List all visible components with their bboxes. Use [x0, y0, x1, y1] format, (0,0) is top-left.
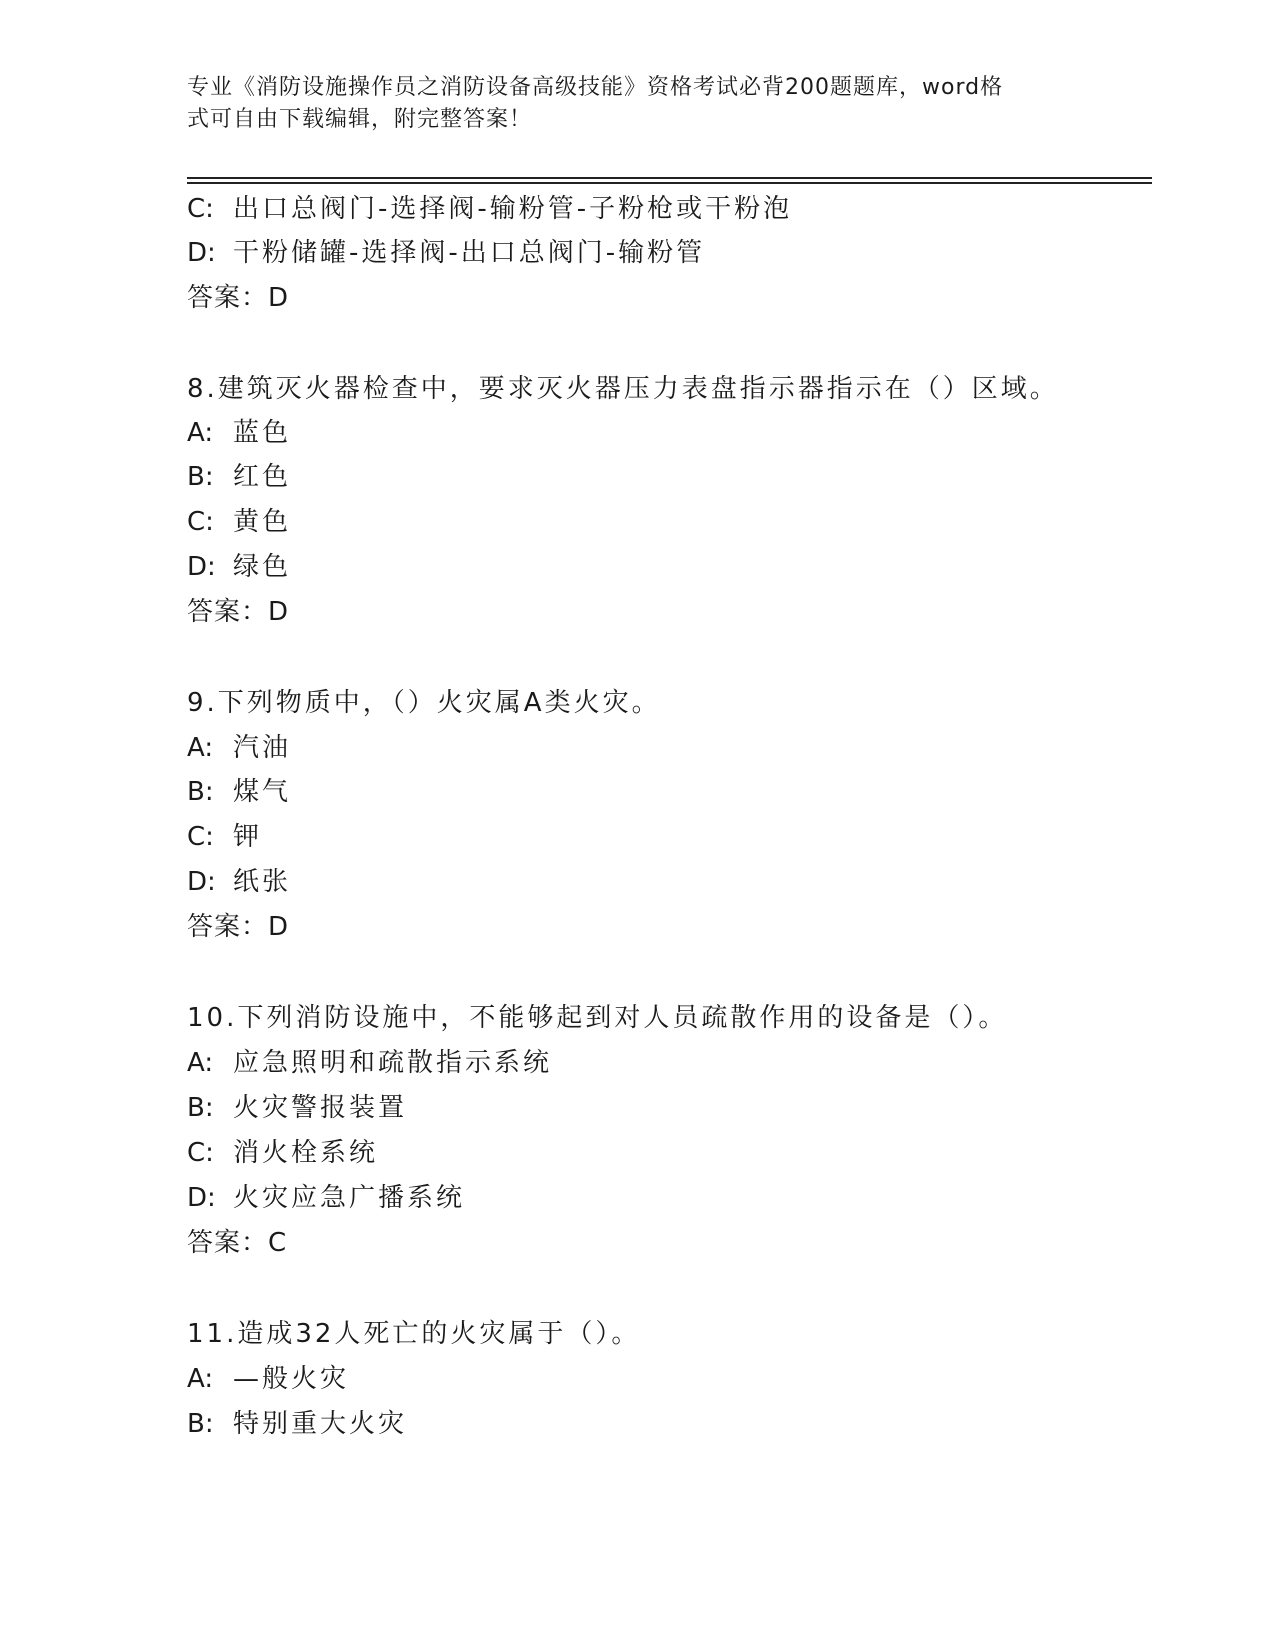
option-letter: C: — [187, 1138, 214, 1168]
question-10-option-d — [187, 1181, 465, 1215]
question-9-option-a — [187, 731, 291, 765]
option-letter: D: — [187, 552, 216, 582]
option-text: 蓝色 — [233, 418, 292, 448]
question-10-option-b — [187, 1091, 407, 1125]
header-line-2: 式可自由下载编辑，附完整答案！ — [187, 107, 533, 132]
option-text: —般火灾 — [233, 1364, 350, 1394]
question-8-option-a — [187, 416, 291, 450]
option-letter: A: — [187, 418, 214, 448]
option-letter: D: — [187, 867, 216, 897]
question-8-option-c — [187, 505, 291, 539]
option-text: 特别重大火灾 — [233, 1409, 408, 1439]
question-8-option-d — [187, 550, 291, 584]
header-divider-top — [187, 177, 1152, 179]
question-9-option-d — [187, 865, 291, 899]
option-letter: B: — [187, 1093, 214, 1123]
option-fragment-d — [187, 236, 705, 270]
option-text: 应急照明和疏散指示系统 — [233, 1048, 553, 1078]
question-11-option-a — [187, 1362, 349, 1396]
header-divider-bottom — [187, 182, 1152, 184]
option-text: 汽油 — [233, 733, 292, 763]
option-text: 纸张 — [233, 867, 292, 897]
option-text: 干粉储罐-选择阀-出口总阀门-输粉管 — [233, 238, 706, 268]
option-letter: D: — [187, 238, 216, 268]
question-9-option-b — [187, 775, 291, 809]
option-text: 煤气 — [233, 777, 292, 807]
option-letter: A: — [187, 1048, 214, 1078]
option-letter: C: — [187, 507, 214, 537]
question-11-stem: 11.造成32人死亡的火灾属于（）。 — [187, 1319, 641, 1349]
question-9-answer: 答案：D — [187, 912, 290, 942]
option-text: 红色 — [233, 462, 292, 492]
question-8-stem: 8.建筑灭火器检查中，要求灭火器压力表盘指示器指示在（）区域。 — [187, 374, 1059, 404]
option-text: 绿色 — [233, 552, 292, 582]
option-letter: A: — [187, 1364, 214, 1394]
option-letter: B: — [187, 1409, 214, 1439]
option-text: 钾 — [233, 822, 263, 852]
question-8-option-b — [187, 460, 291, 494]
option-text: 出口总阀门-选择阀-输粉管-子粉枪或干粉泡 — [233, 194, 793, 224]
document-header — [187, 72, 1067, 136]
option-text: 火灾应急广播系统 — [233, 1183, 466, 1213]
question-9-stem: 9.下列物质中，（）火灾属A类火灾。 — [187, 688, 661, 718]
question-11-option-b — [187, 1407, 407, 1441]
question-10-option-a — [187, 1046, 552, 1080]
option-letter: D: — [187, 1183, 216, 1213]
option-letter: C: — [187, 194, 214, 224]
header-line-1: 专业《消防设施操作员之消防设备高级技能》资格考试必背200题题库，word格 — [187, 75, 1004, 100]
option-text: 黄色 — [233, 507, 292, 537]
option-letter: B: — [187, 777, 214, 807]
question-10-option-c — [187, 1136, 378, 1170]
question-8-answer: 答案：D — [187, 597, 290, 627]
question-10-answer: 答案：C — [187, 1228, 288, 1258]
answer-fragment: 答案：D — [187, 283, 290, 313]
question-10-stem: 10.下列消防设施中，不能够起到对人员疏散作用的设备是（）。 — [187, 1003, 1008, 1033]
option-letter: A: — [187, 733, 214, 763]
option-letter: C: — [187, 822, 214, 852]
question-9-option-c — [187, 820, 262, 854]
option-text: 火灾警报装置 — [233, 1093, 408, 1123]
option-text: 消火栓系统 — [233, 1138, 379, 1168]
option-letter: B: — [187, 462, 214, 492]
option-fragment-c — [187, 192, 792, 226]
